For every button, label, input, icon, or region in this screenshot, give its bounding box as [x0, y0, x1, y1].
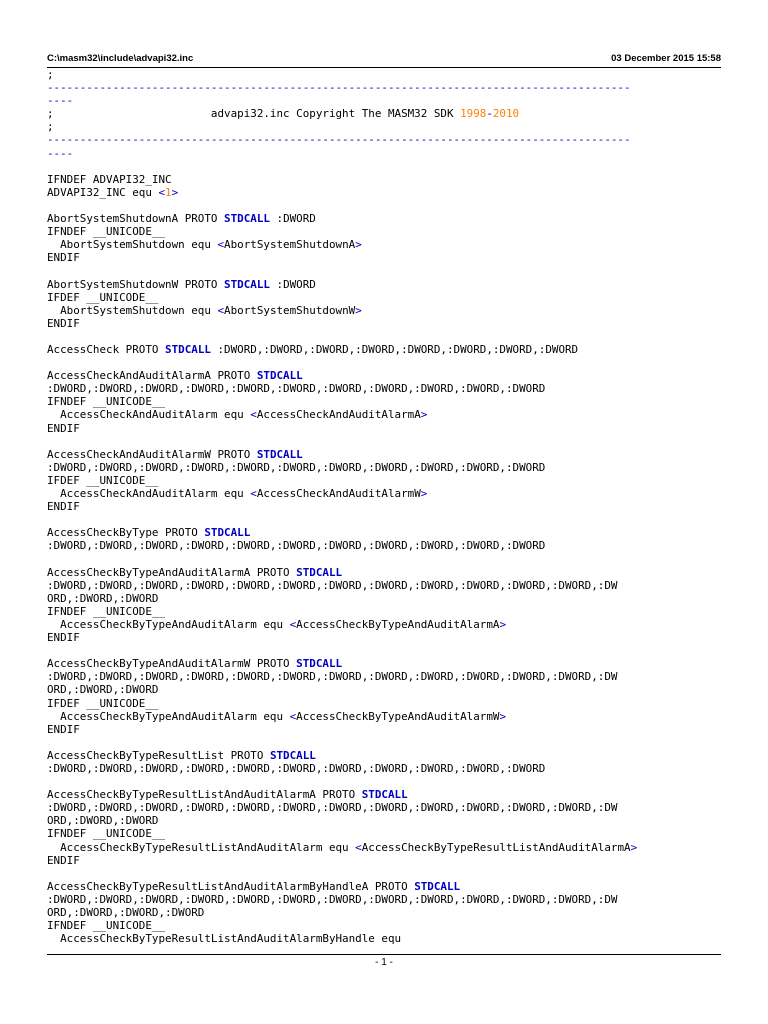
- code-operator: ----: [47, 146, 74, 160]
- code-line: [47, 618, 727, 631]
- code-text: ENDIF: [47, 631, 80, 645]
- code-line: [47, 173, 727, 186]
- code-line: [47, 736, 727, 749]
- code-line: [47, 133, 727, 146]
- code-line: [47, 749, 727, 762]
- code-operator: >: [630, 840, 638, 854]
- code-text: ORD,:DWORD,:DWORD: [47, 814, 159, 828]
- code-line: [47, 605, 727, 618]
- code-line: [47, 827, 727, 840]
- code-text: AccessCheckByTypeAndAuditAlarm equ: [47, 617, 290, 631]
- code-line: [47, 343, 727, 356]
- code-text: :DWORD,:DWORD,:DWORD,:DWORD,:DWORD,:DWORD,:DWORD,:DWORD,:DWORD,:DWORD,:DWORD: [47, 382, 546, 396]
- code-line: [47, 513, 727, 526]
- code-text: IFNDEF __UNICODE__: [47, 827, 166, 841]
- code-line: [47, 670, 727, 683]
- code-line: [47, 395, 727, 408]
- code-text: AccessCheckByTypeAndAuditAlarmA: [296, 617, 500, 631]
- code-line: [47, 631, 727, 644]
- code-text: AbortSystemShutdownW: [224, 303, 356, 317]
- code-text: ENDIF: [47, 500, 80, 514]
- code-line: [47, 435, 727, 448]
- code-text: AccessCheckAndAuditAlarmA PROTO: [47, 369, 257, 383]
- code-keyword: STDCALL: [224, 277, 270, 291]
- code-text: AccessCheckAndAuditAlarmA: [256, 408, 421, 422]
- code-line: [47, 566, 727, 579]
- code-line: [47, 801, 727, 814]
- page-header: [47, 53, 721, 67]
- code-text: AccessCheckByTypeAndAuditAlarmW PROTO: [47, 657, 297, 671]
- print-datetime: 03 December 2015 15:58: [611, 53, 721, 64]
- code-text: AccessCheckByTypeResultListAndAuditAlarmA: [361, 840, 631, 854]
- code-line: [47, 762, 727, 775]
- code-text: :DWORD,:DWORD,:DWORD,:DWORD,:DWORD,:DWORD,:DWORD,:DWORD,:DWORD,:DWORD,:DWORD: [47, 761, 546, 775]
- code-line: [47, 186, 727, 199]
- code-text: ADVAPI32_INC equ: [47, 185, 159, 199]
- code-text: :DWORD,:DWORD,:DWORD,:DWORD,:DWORD,:DWORD,:DWORD,:DWORD: [210, 342, 579, 356]
- code-text: ENDIF: [47, 853, 80, 867]
- code-text: AccessCheck PROTO: [47, 342, 166, 356]
- code-line: [47, 579, 727, 592]
- code-line: [47, 94, 727, 107]
- code-line: [47, 422, 727, 435]
- code-line: [47, 238, 727, 251]
- code-keyword: STDCALL: [414, 879, 461, 893]
- code-text: ORD,:DWORD,:DWORD: [47, 683, 159, 697]
- code-text: AccessCheckAndAuditAlarmW PROTO: [47, 447, 257, 461]
- code-line: [47, 644, 727, 657]
- code-operator: >: [420, 408, 428, 422]
- code-text: IFNDEF __UNICODE__: [47, 919, 166, 933]
- code-line: [47, 81, 727, 94]
- code-text: :DWORD,:DWORD,:DWORD,:DWORD,:DWORD,:DWORD,:DWORD,:DWORD,:DWORD,:DWORD,:DWORD: [47, 460, 546, 474]
- code-line: [47, 710, 727, 723]
- code-line: [47, 880, 727, 893]
- code-line: [47, 291, 727, 304]
- code-text: AbortSystemShutdown equ: [47, 238, 218, 252]
- code-line: [47, 552, 727, 565]
- code-line: [47, 199, 727, 212]
- code-keyword: STDCALL: [361, 788, 408, 802]
- code-line: [47, 867, 727, 880]
- code-text: ; advapi32.inc Copyright The MASM32 SDK: [47, 107, 461, 121]
- code-line: [47, 697, 727, 710]
- code-line: [47, 278, 727, 291]
- code-line: [47, 382, 727, 395]
- code-line: [47, 356, 727, 369]
- code-line: [47, 251, 727, 264]
- code-line: [47, 225, 727, 238]
- footer-divider: [47, 954, 721, 955]
- code-line: [47, 775, 727, 788]
- code-text: AccessCheckByTypeAndAuditAlarmW: [296, 709, 500, 723]
- code-text: IFDEF __UNICODE__: [47, 290, 159, 304]
- code-operator: >: [171, 185, 179, 199]
- code-keyword: STDCALL: [224, 212, 270, 226]
- code-line: [47, 723, 727, 736]
- code-number: 1998: [460, 107, 487, 121]
- code-line: [47, 487, 727, 500]
- code-text: AbortSystemShutdownW PROTO: [47, 277, 225, 291]
- code-keyword: STDCALL: [296, 657, 343, 671]
- file-path: C:\masm32\include\advapi32.inc: [47, 53, 194, 64]
- code-text: :DWORD,:DWORD,:DWORD,:DWORD,:DWORD,:DWORD,:DWORD,:DWORD,:DWORD,:DWORD,:DWORD: [47, 539, 546, 553]
- code-line: [47, 592, 727, 605]
- code-text: AbortSystemShutdownA: [224, 238, 356, 252]
- code-operator: -----------------------------------------------------------------------------------------: [47, 81, 631, 95]
- code-keyword: STDCALL: [256, 369, 303, 383]
- code-text: ORD,:DWORD,:DWORD: [47, 591, 159, 605]
- code-line: [47, 932, 727, 945]
- code-line: [47, 788, 727, 801]
- code-line: [47, 264, 727, 277]
- code-line: [47, 461, 727, 474]
- code-text: AccessCheckByType PROTO: [47, 526, 205, 540]
- code-line: [47, 120, 727, 133]
- code-listing: [47, 68, 727, 945]
- code-line: [47, 107, 727, 120]
- code-operator: <: [217, 238, 225, 252]
- code-operator: <: [355, 840, 362, 854]
- code-text: ENDIF: [47, 251, 80, 265]
- code-text: AccessCheckByTypeResultListAndAuditAlarmA PROTO: [47, 788, 362, 802]
- code-operator: >: [355, 238, 362, 252]
- code-line: [47, 212, 727, 225]
- code-text: AccessCheckAndAuditAlarm equ: [47, 487, 251, 500]
- code-text: ;: [47, 68, 54, 81]
- code-text: IFDEF __UNICODE__: [47, 696, 159, 710]
- code-text: AccessCheckAndAuditAlarmW: [256, 487, 421, 500]
- code-operator: <: [158, 185, 166, 199]
- code-keyword: STDCALL: [296, 565, 343, 579]
- code-line: [47, 683, 727, 696]
- code-text: IFNDEF __UNICODE__: [47, 225, 166, 239]
- code-text: :DWORD,:DWORD,:DWORD,:DWORD,:DWORD,:DWORD,:DWORD,:DWORD,:DWORD,:DWORD,:DWORD,:DWORD,:DW: [47, 670, 618, 684]
- code-keyword: STDCALL: [204, 526, 251, 540]
- code-text: AccessCheckByTypeAndAuditAlarm equ: [47, 709, 290, 723]
- code-operator: >: [420, 487, 428, 500]
- code-keyword: STDCALL: [256, 447, 303, 461]
- code-text: IFNDEF ADVAPI32_INC: [47, 172, 172, 186]
- code-line: [47, 304, 727, 317]
- code-line: [47, 317, 727, 330]
- code-operator: ----: [47, 94, 74, 108]
- code-text: ORD,:DWORD,:DWORD,:DWORD: [47, 906, 205, 919]
- code-operator: >: [355, 303, 362, 317]
- code-line: [47, 369, 727, 382]
- code-line: [47, 500, 727, 513]
- code-keyword: STDCALL: [269, 748, 316, 762]
- code-operator: <: [289, 709, 297, 723]
- code-text: AbortSystemShutdown equ: [47, 303, 218, 317]
- code-line: [47, 526, 727, 539]
- code-text: IFNDEF __UNICODE__: [47, 395, 166, 409]
- code-text: :DWORD,:DWORD,:DWORD,:DWORD,:DWORD,:DWORD,:DWORD,:DWORD,:DWORD,:DWORD,:DWORD,:DWORD,:DW: [47, 801, 618, 815]
- code-text: AccessCheckByTypeResultListAndAuditAlarm equ: [47, 840, 356, 854]
- code-number: 1: [165, 185, 172, 199]
- code-text: ENDIF: [47, 722, 80, 736]
- code-operator: -----------------------------------------------------------------------------------------: [47, 133, 631, 147]
- code-text: AbortSystemShutdownA PROTO: [47, 212, 225, 226]
- code-operator: <: [217, 303, 225, 317]
- code-line: [47, 919, 727, 932]
- code-operator: >: [499, 617, 506, 631]
- code-text: IFNDEF __UNICODE__: [47, 604, 166, 618]
- code-text: :DWORD,:DWORD,:DWORD,:DWORD,:DWORD,:DWORD,:DWORD,:DWORD,:DWORD,:DWORD,:DWORD,:DWORD,:DW: [47, 578, 618, 592]
- code-line: [47, 330, 727, 343]
- code-operator: <: [250, 408, 257, 422]
- page-number: - 1 -: [375, 957, 393, 968]
- code-text: ENDIF: [47, 421, 80, 435]
- code-text: AccessCheckByTypeResultListAndAuditAlarmByHandleA PROTO: [47, 879, 415, 893]
- code-line: [47, 841, 727, 854]
- code-line: [47, 539, 727, 552]
- code-operator: <: [289, 617, 297, 631]
- code-line: [47, 657, 727, 670]
- code-text: ENDIF: [47, 316, 80, 330]
- code-operator: <: [250, 487, 257, 500]
- code-operator: >: [499, 709, 506, 723]
- code-line: [47, 160, 727, 173]
- code-text: IFDEF __UNICODE__: [47, 473, 159, 487]
- code-line: [47, 906, 727, 919]
- code-line: [47, 448, 727, 461]
- code-line: [47, 814, 727, 827]
- code-text: :DWORD: [269, 212, 316, 226]
- code-line: [47, 408, 727, 421]
- code-line: [47, 68, 727, 81]
- code-text: ;: [47, 120, 54, 134]
- code-text: :DWORD,:DWORD,:DWORD,:DWORD,:DWORD,:DWORD,:DWORD,:DWORD,:DWORD,:DWORD,:DWORD,:DWORD,:DW: [47, 892, 618, 906]
- code-line: [47, 474, 727, 487]
- code-text: :DWORD: [269, 277, 316, 291]
- code-line: [47, 893, 727, 906]
- code-text: AccessCheckByTypeResultList PROTO: [47, 748, 270, 762]
- code-line: [47, 854, 727, 867]
- code-line: [47, 147, 727, 160]
- code-number: 2010: [492, 107, 520, 121]
- code-text: AccessCheckAndAuditAlarm equ: [47, 408, 251, 422]
- code-keyword: STDCALL: [165, 342, 211, 356]
- code-text: AccessCheckByTypeResultListAndAuditAlarmByHandle equ: [47, 932, 402, 946]
- code-operator: -: [486, 107, 493, 121]
- code-text: AccessCheckByTypeAndAuditAlarmA PROTO: [47, 565, 297, 579]
